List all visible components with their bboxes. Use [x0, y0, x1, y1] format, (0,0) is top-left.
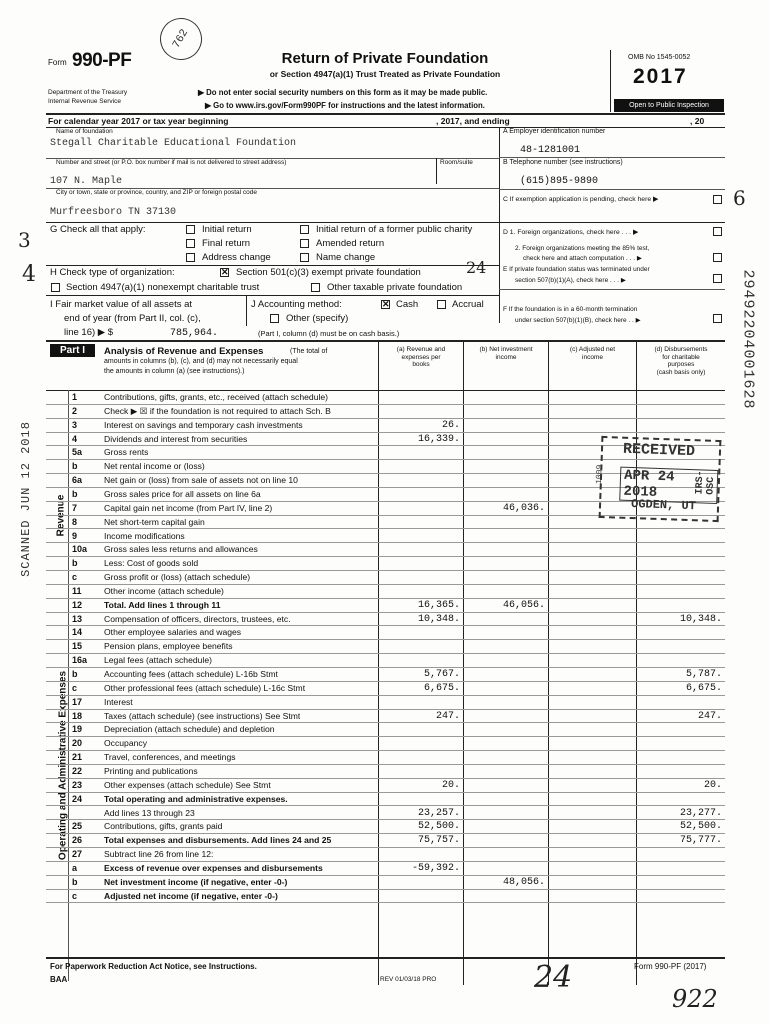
table-row	[46, 710, 725, 724]
table-row	[46, 779, 725, 793]
row-number: b	[72, 461, 78, 472]
row-number: 6a	[72, 475, 83, 486]
row-description: Gross sales price for all assets on line 6a	[104, 488, 261, 499]
name-change-label: Name change	[316, 252, 376, 263]
column-header-line: (c) Adjusted net	[569, 346, 616, 353]
cell-col-d[interactable]: 247.	[697, 710, 722, 722]
table-row	[46, 765, 725, 779]
dln-anchor	[739, 269, 757, 410]
row-description: Depreciation (attach schedule) and depletion	[104, 724, 275, 735]
form-subtitle: or Section 4947(a)(1) Trust Treated as Private Foundation	[269, 69, 501, 79]
handwritten-4: 4	[22, 262, 36, 287]
other-method-checkbox[interactable]	[270, 314, 279, 323]
cell-col-d[interactable]: 52,500.	[679, 821, 722, 833]
row-description: Other professional fees (attach schedule) L-16c Stmt	[104, 682, 306, 693]
row-number: 9	[72, 530, 78, 541]
row-number: 2	[72, 405, 78, 416]
exemption-pending-checkbox[interactable]	[713, 195, 722, 204]
circle-stamp: 762	[152, 10, 209, 67]
column-header-line: (b) Net investment	[479, 346, 533, 353]
row-number: 8	[72, 516, 78, 527]
table-row	[46, 405, 725, 419]
row-number: b	[72, 558, 78, 569]
baa-label: BAA	[50, 975, 68, 984]
row-description: Travel, conferences, and meetings	[104, 752, 236, 763]
form-number: 990-PF	[72, 50, 132, 71]
room-suite-label: Room/suite	[440, 159, 473, 166]
column-header-line: (a) Revenue and	[396, 346, 446, 353]
row-number: a	[72, 862, 78, 873]
row-number: b	[72, 488, 78, 499]
cell-col-b[interactable]: 46,056.	[502, 599, 545, 611]
cell-col-d[interactable]: 6,675.	[685, 682, 722, 694]
part-i-desc-1: (The total of	[290, 348, 328, 355]
received-stamp	[594, 436, 722, 522]
handwritten-6: 6	[733, 186, 746, 210]
cell-col-d[interactable]: 20.	[703, 779, 722, 791]
row-description: Capital gain net income (from Part IV, line 2)	[104, 502, 273, 513]
column-header-line: for charitable	[662, 353, 700, 361]
row-description: Gross rents	[104, 447, 149, 458]
g-label: G Check all that apply:	[50, 224, 146, 235]
table-row	[46, 640, 725, 654]
cash-label: Cash	[396, 299, 419, 310]
row-description: Other employee salaries and wages	[104, 627, 242, 638]
amended-return-label: Amended return	[316, 238, 385, 249]
row-number: 13	[72, 613, 83, 624]
side-label-revenue: Revenue	[55, 494, 67, 537]
row-description: Check ▶ ☒ if the foundation is not required to attach Sch. B	[104, 405, 331, 416]
row-description: Net investment income (if negative, enter -0-)	[104, 876, 288, 887]
ein-label: A Employer identification number	[503, 128, 606, 135]
d1-label: D 1. Foreign organizations, check here . . . ▶	[503, 229, 639, 236]
table-row	[46, 834, 725, 848]
i-line2: end of year (from Part II, col. (c),	[64, 313, 201, 324]
table-row	[46, 737, 725, 751]
cell-col-a[interactable]: -59,392.	[411, 862, 460, 874]
row-number: 11	[72, 585, 82, 596]
501c3-checkbox[interactable]: ✕	[221, 267, 229, 277]
cell-col-d[interactable]: 5,787.	[685, 669, 722, 680]
former-public-charity-label: Initial return of a former public charity	[316, 224, 473, 235]
table-row	[46, 613, 725, 627]
column-header-b	[465, 346, 547, 361]
table-row	[46, 751, 725, 765]
row-number: c	[72, 572, 78, 583]
cell-col-a[interactable]: 75,757.	[417, 835, 460, 847]
table-row	[46, 626, 725, 640]
row-description: Occupancy	[104, 738, 147, 749]
row-description: Total operating and administrative expenses.	[104, 793, 288, 804]
h-label: H Check type of organization:	[50, 267, 175, 278]
row-description: Pension plans, employee benefits	[104, 641, 233, 652]
row-description: Accounting fees (attach schedule) L-16b Stmt	[104, 669, 278, 679]
cash-basis-note: (Part I, column (d) must be on cash basis.)	[258, 329, 400, 338]
name-label: Name of foundation	[56, 128, 113, 135]
cell-col-d[interactable]: 75,777.	[679, 835, 722, 847]
row-number: 23	[72, 779, 83, 790]
phone-value: (615)895-9890	[520, 176, 599, 187]
ogden-text: OGDEN, UT	[630, 497, 697, 514]
cash-checkbox[interactable]: ✕	[382, 299, 390, 309]
column-header-line: purposes	[667, 361, 695, 368]
row-description: Contributions, gifts, grants paid	[104, 821, 223, 832]
cell-col-a[interactable]: 26.	[441, 419, 460, 431]
table-row	[46, 862, 725, 876]
foundation-name: Stegall Charitable Educational Foundation	[50, 138, 297, 149]
received-date: APR 24 2018	[619, 467, 718, 504]
e-line1: E If private foundation status was terminated under	[503, 266, 650, 273]
cell-col-a[interactable]: 23,257.	[417, 807, 460, 819]
column-header-a	[380, 346, 462, 369]
row-description: Subtract line 26 from line 12:	[104, 849, 214, 860]
cell-col-a[interactable]: 247.	[435, 710, 460, 722]
cell-col-a[interactable]: 5,767.	[423, 669, 460, 680]
table-row	[46, 571, 725, 585]
row-description: Other income (attach schedule)	[104, 585, 224, 596]
row-number: 7	[72, 502, 78, 513]
row-number: 22	[72, 765, 83, 776]
table-row	[46, 668, 725, 682]
d2-line1: 2. Foreign organizations meeting the 85% test,	[515, 245, 650, 252]
part-i-title: Analysis of Revenue and Expenses	[104, 346, 264, 357]
table-row	[46, 599, 725, 613]
table-row	[46, 557, 725, 571]
table-row	[46, 682, 725, 696]
handwritten-24: 24	[466, 258, 487, 277]
cell-col-a[interactable]: 10,348.	[417, 613, 460, 625]
row-description: Other expenses (attach schedule) See Stmt	[104, 779, 271, 790]
table-row	[46, 807, 725, 821]
other-taxable-label: Other taxable private foundation	[327, 282, 463, 293]
row-description: Taxes (attach schedule) (see instructions) See Stmt	[104, 710, 301, 721]
column-header-d	[638, 346, 724, 376]
table-row	[46, 543, 725, 557]
row-number: 12	[72, 599, 83, 610]
row-description: Less: Cost of goods sold	[104, 558, 199, 569]
row-number: 3	[72, 419, 78, 430]
501c3-label: Section 501(c)(3) exempt private foundation	[236, 267, 421, 278]
part-i-desc-2: amounts in columns (b), (c), and (d) may not necessarily equal	[104, 358, 298, 365]
scanned-anchor	[19, 421, 33, 577]
address-change-checkbox[interactable]	[186, 253, 195, 262]
e-checkbox[interactable]	[713, 274, 722, 283]
row-description: Legal fees (attach schedule)	[104, 655, 212, 666]
f-line1: F If the foundation is in a 60-month termination	[503, 306, 638, 313]
part-i-desc-3: the amounts in column (a) (see instructions).)	[104, 368, 245, 375]
row-description: Total expenses and disbursements. Add lines 24 and 25	[104, 835, 332, 846]
city-state-zip: Murfreesboro TN 37130	[50, 207, 177, 218]
row-number: 19	[72, 724, 83, 735]
cell-col-d[interactable]: 23,277.	[679, 807, 722, 819]
row-number: 21	[72, 752, 83, 763]
row-description: Total. Add lines 1 through 11	[104, 599, 221, 610]
4947-trust-label: Section 4947(a)(1) nonexempt charitable trust	[66, 282, 260, 293]
ending-year-label: , 20	[690, 116, 705, 126]
row-number: 20	[72, 738, 83, 749]
table-row	[46, 820, 725, 834]
final-return-checkbox[interactable]	[186, 239, 195, 248]
city-label: City or town, state or province, country, and ZIP or foreign postal code	[56, 189, 257, 196]
form-prefix: Form	[48, 58, 67, 67]
row-number: 26	[72, 835, 83, 846]
handwritten-3: 3	[18, 228, 31, 252]
row-number: 27	[72, 849, 83, 860]
j-label: J Accounting method:	[251, 299, 342, 310]
row-description: Printing and publications	[104, 765, 198, 776]
row-number: 24	[72, 793, 83, 804]
d2-checkbox[interactable]	[713, 253, 722, 262]
row-description: Adjusted net income (if negative, enter -0-)	[104, 890, 278, 901]
name-change-checkbox[interactable]	[300, 253, 309, 262]
row-description: Interest on savings and temporary cash investments	[104, 419, 303, 430]
table-row	[46, 530, 725, 544]
cell-col-a[interactable]: 6,675.	[423, 682, 460, 694]
dln-number: 29492204001628	[739, 269, 757, 410]
row-number: c	[72, 682, 78, 693]
stamp-code: 1009	[594, 464, 605, 485]
side-label-expenses: Operating and Administrative Expenses	[57, 670, 69, 861]
row-number: b	[72, 669, 78, 679]
row-number: 17	[72, 696, 83, 707]
column-header-line: books	[412, 361, 430, 368]
row-number: 16a	[72, 655, 88, 666]
initial-return-checkbox[interactable]	[186, 225, 195, 234]
part-i-badge: Part I	[50, 344, 95, 357]
row-description: Income modifications	[104, 530, 185, 541]
row-description: Net rental income or (loss)	[104, 461, 205, 472]
paperwork-notice: For Paperwork Reduction Act Notice, see Instructions.	[50, 962, 257, 971]
exemption-pending-label: C If exemption application is pending, check here ▶	[503, 196, 659, 203]
table-row	[46, 793, 725, 807]
other-taxable-checkbox[interactable]	[311, 283, 320, 292]
amended-return-checkbox[interactable]	[300, 239, 309, 248]
table-row	[46, 585, 725, 599]
ein-value: 48-1281001	[520, 145, 581, 156]
initial-return-label: Initial return	[202, 224, 252, 235]
row-number: 5a	[72, 447, 83, 458]
row-description: Add lines 13 through 23	[104, 807, 195, 818]
row-number: 25	[72, 821, 83, 832]
handwritten-page-24: 24	[534, 960, 573, 995]
4947-trust-checkbox[interactable]	[51, 283, 60, 292]
fair-market-value: 785,964.	[170, 328, 219, 339]
table-row	[46, 890, 725, 904]
row-number: 1	[72, 392, 78, 402]
cell-col-a[interactable]: 16,339.	[417, 433, 460, 445]
phone-label: B Telephone number (see instructions)	[503, 159, 623, 166]
handwritten-922: 922	[672, 985, 718, 1013]
row-number: 10a	[72, 544, 88, 555]
column-header-line: (cash basis only)	[656, 368, 706, 376]
row-description: Interest	[104, 696, 133, 707]
former-public-charity-checkbox[interactable]	[300, 225, 309, 234]
accrual-checkbox[interactable]	[437, 300, 446, 309]
form-title: Return of Private Foundation	[281, 50, 489, 67]
scanned-stamp: SCANNED JUN 12 2018	[19, 421, 33, 577]
other-method-label: Other (specify)	[286, 313, 349, 324]
row-number: c	[72, 890, 78, 901]
dept-line-2: Internal Revenue Service	[48, 98, 121, 105]
column-header-line: expenses per	[401, 353, 441, 361]
form-reference: Form 990-PF (2017)	[634, 962, 707, 971]
d2-line2: check here and attach computation . . . ▶	[523, 255, 642, 262]
i-line3: line 16) ▶ $	[64, 327, 114, 338]
omb-number: OMB No 1545-0052	[628, 54, 691, 61]
row-number: b	[72, 876, 78, 887]
cell-col-d[interactable]: 10,348.	[679, 613, 722, 625]
d1-checkbox[interactable]	[713, 227, 722, 236]
final-return-label: Final return	[202, 238, 251, 249]
row-number: 14	[72, 627, 83, 638]
column-header-line: (d) Disbursements	[654, 346, 708, 353]
e-line2: section 507(b)(1)(A), check here . . . ▶	[515, 277, 626, 284]
and-ending-label: , 2017, and ending	[436, 116, 510, 126]
f-checkbox[interactable]	[713, 314, 722, 323]
revision-code: REV 01/03/18 PRO	[380, 976, 437, 983]
notice-ssn: ▶ Do not enter social security numbers on this form as it may be made public.	[198, 88, 488, 97]
address-change-label: Address change	[202, 252, 271, 263]
table-row	[46, 723, 725, 737]
row-number: 15	[72, 641, 83, 652]
cell-col-a[interactable]: 52,500.	[417, 821, 460, 833]
table-row	[46, 876, 725, 890]
row-description: Contributions, gifts, grants, etc., received (attach schedule)	[104, 392, 329, 402]
dept-line-1: Department of the Treasury	[48, 89, 128, 96]
received-text: RECEIVED	[622, 440, 696, 461]
table-row	[46, 696, 725, 710]
table-row	[46, 419, 725, 433]
row-description: Gross sales less returns and allowances	[104, 544, 258, 555]
tax-year: 2017	[633, 65, 688, 88]
row-description: Gross profit or (loss) (attach schedule)	[104, 572, 251, 583]
street-address: 107 N. Maple	[50, 176, 123, 187]
table-row	[46, 848, 725, 862]
open-to-public-badge: Open to Public Inspection	[614, 99, 724, 112]
street-label: Number and street (or P.O. box number if mail is not delivered to street address)	[56, 159, 287, 166]
row-number: 18	[72, 710, 83, 721]
irs-osc-text: IRS-OSC	[694, 470, 718, 495]
row-description: Net short-term capital gain	[104, 516, 205, 527]
accrual-label: Accrual	[452, 299, 484, 310]
i-line1: I Fair market value of all assets at	[50, 299, 193, 310]
notice-website: ▶ Go to www.irs.gov/Form990PF for instructions and the latest information.	[205, 101, 485, 110]
row-description: Net gain or (loss) from sale of assets not on line 10	[104, 475, 298, 486]
table-row	[46, 391, 725, 405]
table-row	[46, 654, 725, 668]
f-line2: under section 507(b)(1)(B), check here . . ▶	[515, 317, 641, 324]
column-header-line: income	[495, 353, 517, 361]
column-header-line: income	[582, 353, 603, 361]
cell-col-a[interactable]: 16,365.	[417, 599, 460, 611]
cell-col-b[interactable]: 48,056.	[502, 876, 545, 888]
column-header-c	[550, 346, 635, 361]
row-number: 4	[72, 433, 78, 444]
cell-col-a[interactable]: 20.	[441, 779, 460, 791]
calendar-year-label: For calendar year 2017 or tax year beginning	[48, 116, 229, 126]
row-description: Excess of revenue over expenses and disbursements	[104, 862, 323, 873]
row-description: Dividends and interest from securities	[104, 433, 248, 444]
row-description: Compensation of officers, directors, trustees, etc.	[104, 613, 291, 624]
cell-col-b[interactable]: 46,036.	[502, 502, 545, 514]
